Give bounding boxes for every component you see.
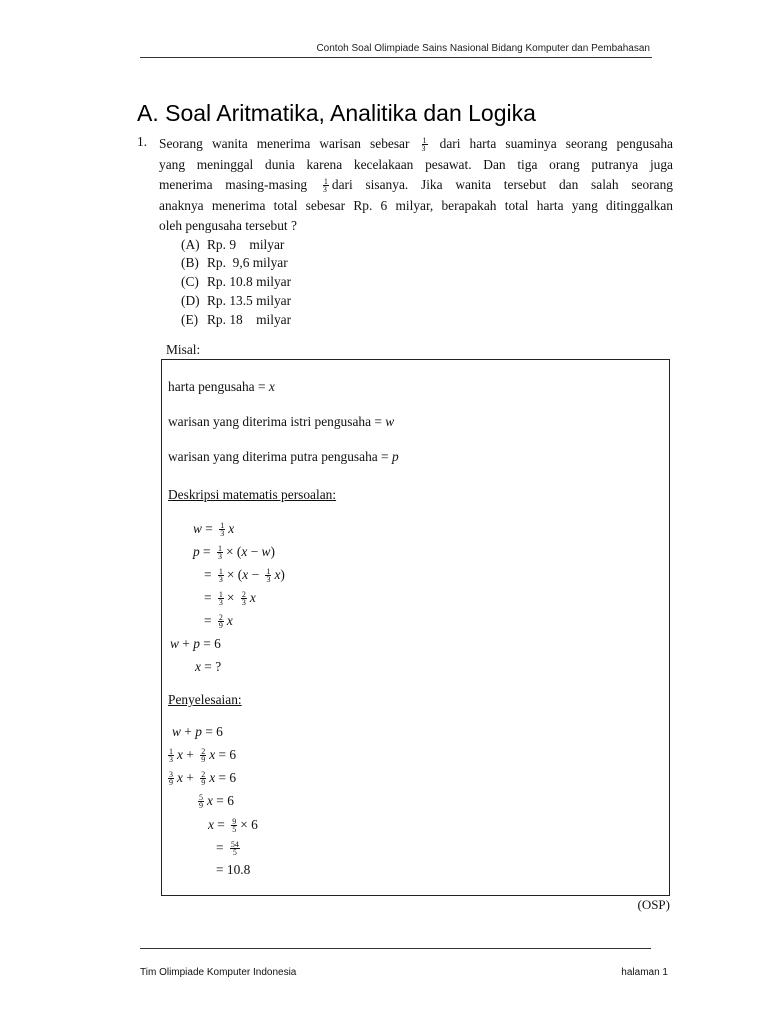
solve-step-4: $\frac{5}{9}$ x = 6 xyxy=(199,793,234,811)
fraction-one-third: $\frac{1}{3}$ xyxy=(322,177,328,195)
solve-step-1: w + p = 6 xyxy=(172,724,223,739)
solve-step-6: = $\frac{54}{5}$ xyxy=(216,840,239,858)
equation-p: p = $\frac{1}{3}$ × (x − w) xyxy=(193,544,275,562)
question-line-5: oleh pengusaha tersebut ? xyxy=(159,218,297,233)
option-c: (C) Rp. 10.8 milyar xyxy=(181,274,292,290)
option-a: (A) Rp. 9 milyar xyxy=(181,236,285,252)
section-title: A. Soal Aritmatika, Analitika dan Logika xyxy=(137,100,536,126)
fraction-one-third: $\frac{1}{3}$ xyxy=(421,136,427,154)
option-e: (E) Rp. 18 milyar xyxy=(181,311,292,327)
solution-label: Misal: xyxy=(166,342,201,357)
question-line-2: yang meninggal dunia karena kecelakaan pesawat. Dan tiga orang putranya juga xyxy=(159,156,673,172)
equation-p-step2: = $\frac{1}{3}$ × $\frac{2}{3}$ x xyxy=(204,590,256,608)
def-warisan-istri: warisan yang diterima istri pengusaha = w xyxy=(168,414,395,429)
answer-options xyxy=(181,236,673,330)
equation-p-step3: = $\frac{2}{9}$ x xyxy=(204,613,233,631)
header-rule xyxy=(140,57,652,58)
equation-unknown: x = ? xyxy=(195,659,222,674)
equation-sum: w + p = 6 xyxy=(170,636,221,651)
question-line-3: menerima masing-masing $\frac{1}{3}$ dari sisanya. Jika wanita tersebut dan salah seorang xyxy=(159,177,673,195)
equation-w: w = $\frac{1}{3}$ x xyxy=(193,521,235,539)
running-header: Contoh Soal Olimpiade Sains Nasional Bidang Komputer dan Pembahasan xyxy=(316,43,650,54)
question-line-1: Seorang wanita menerima warisan sebesar $\frac{1}{3}$ dari harta suaminya seorang pengusaha xyxy=(159,136,673,154)
solution-heading: Penyelesaian: xyxy=(168,692,242,707)
option-d: (D) Rp. 13.5 milyar xyxy=(181,292,292,308)
page-number: halaman 1 xyxy=(621,967,668,978)
footer-rule xyxy=(140,948,651,949)
solve-step-3: $\frac{3}{9}$ x + $\frac{2}{9}$ x = 6 xyxy=(169,770,237,788)
footer-left: Tim Olimpiade Komputer Indonesia xyxy=(140,967,297,978)
solve-step-2: $\frac{1}{3}$ x + $\frac{2}{9}$ x = 6 xyxy=(169,747,237,765)
question-text xyxy=(159,134,673,237)
question-number: 1. xyxy=(137,134,148,149)
question-1 xyxy=(137,134,673,329)
option-b: (B) Rp. 9,6 milyar xyxy=(181,255,288,271)
description-heading: Deskripsi matematis persoalan: xyxy=(168,487,337,502)
def-warisan-putra: warisan yang diterima putra pengusaha = p xyxy=(168,449,399,464)
solve-result: = 10.8 xyxy=(216,862,251,877)
def-harta: harta pengusaha = x xyxy=(168,379,275,394)
solve-step-5: x = $\frac{9}{5}$ × 6 xyxy=(208,817,258,835)
question-line-4: anaknya menerima total sebesar Rp. 6 milyar, berapakah total harta yang ditinggalkan xyxy=(159,197,673,213)
equation-p-step1: = $\frac{1}{3}$ × (x − $\frac{1}{3}$ x) xyxy=(204,567,285,585)
source-tag: (OSP) xyxy=(637,897,670,912)
solution-box xyxy=(161,359,670,896)
